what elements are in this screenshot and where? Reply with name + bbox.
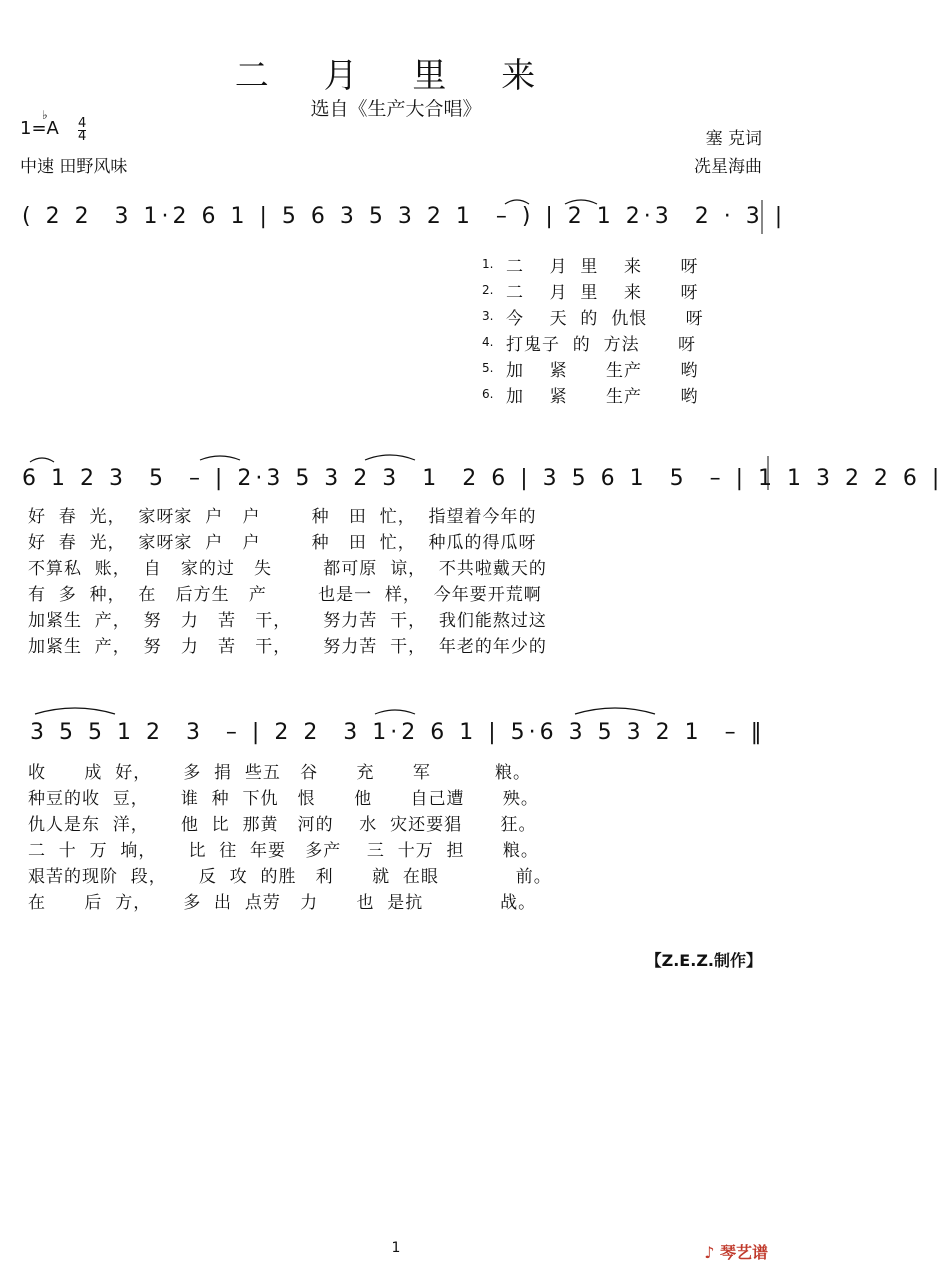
verse-row: 加紧生 产， 努 力 苦 干， 努力苦 干， 我们能熬过这	[28, 611, 547, 631]
verse-row: 种豆的收 豆， 谁 种 下仇 恨 他 自己遭 殃。	[28, 789, 539, 809]
lyricist-credit: 塞 克词	[705, 129, 762, 149]
verse-row: 有 多 种， 在 后方生 产 也是一 样， 今年要开荒啊	[28, 585, 542, 605]
site-logo[interactable]	[704, 1240, 768, 1263]
notation-line-1: ( 2 2 3 1·2 6 1 | 5 6 3 5 3 2 1 – ) | 2 1 2·3 2 · 3 |	[22, 204, 787, 229]
verse-row: 在 后 方， 多 出 点劳 力 也 是抗 战。	[28, 893, 537, 913]
time-signature	[78, 118, 86, 143]
verse-row: 艰苦的现阶 段， 反 攻 的胜 利 就 在眼 前。	[28, 867, 552, 887]
subtitle: 选自《生产大合唱》	[310, 98, 482, 120]
key-signature	[20, 108, 59, 139]
maker-credit: 【Z.E.Z.制作】	[645, 951, 762, 970]
time-bottom: 4	[78, 129, 87, 144]
notation-marks-2	[0, 446, 792, 506]
verse-row: 收 成 好， 多 捐 些五 谷 充 军 粮。	[28, 763, 531, 783]
key-text: 1=A	[20, 118, 59, 139]
composer-credit: 冼星海曲	[694, 157, 762, 177]
time-top: 4	[78, 116, 87, 131]
page-number: 1	[391, 1240, 401, 1256]
verse-row: 加紧生 产， 努 力 苦 干， 努力苦 干， 年老的年少的	[28, 637, 547, 657]
verse-row: 好 春 光， 家呀家 户 户 种 田 忙， 种瓜的得瓜呀	[28, 533, 537, 553]
notation-marks-1	[0, 190, 792, 250]
logo-text: 琴艺谱	[719, 1243, 768, 1262]
flat-icon: ♭	[42, 108, 48, 122]
verses-end	[28, 758, 552, 914]
notation-marks-3	[0, 700, 792, 760]
verses-mid	[28, 502, 547, 658]
verse-row: 二 十 万 垧， 比 往 年要 多产 三 十万 担 粮。	[28, 841, 539, 861]
verse-row: 仇人是东 洋， 他 比 那黄 河的 水 灾还要猖 狂。	[28, 815, 537, 835]
tempo-marking: 中速 田野风味	[20, 157, 128, 177]
verse-row: 不算私 账， 自 家的过 失 都可原 谅， 不共啦戴天的	[28, 559, 547, 579]
page-title: 二 月 里 来	[234, 56, 558, 96]
logo-mark-icon: ♪	[704, 1243, 715, 1262]
notation-line-3: 3 5 5 1 2 3 – | 2 2 3 1·2 6 1 | 5·6 3 5 3 2 1 – ‖	[30, 720, 766, 745]
verse-row: 好 春 光， 家呀家 户 户 种 田 忙， 指望着今年的	[28, 507, 537, 527]
notation-line-2: 6 1 2 3 5 – | 2·3 5 3 2 3 1 2 6 | 3 5 6 1 5 – | 1 1 3 2 2 6 |	[22, 466, 943, 491]
